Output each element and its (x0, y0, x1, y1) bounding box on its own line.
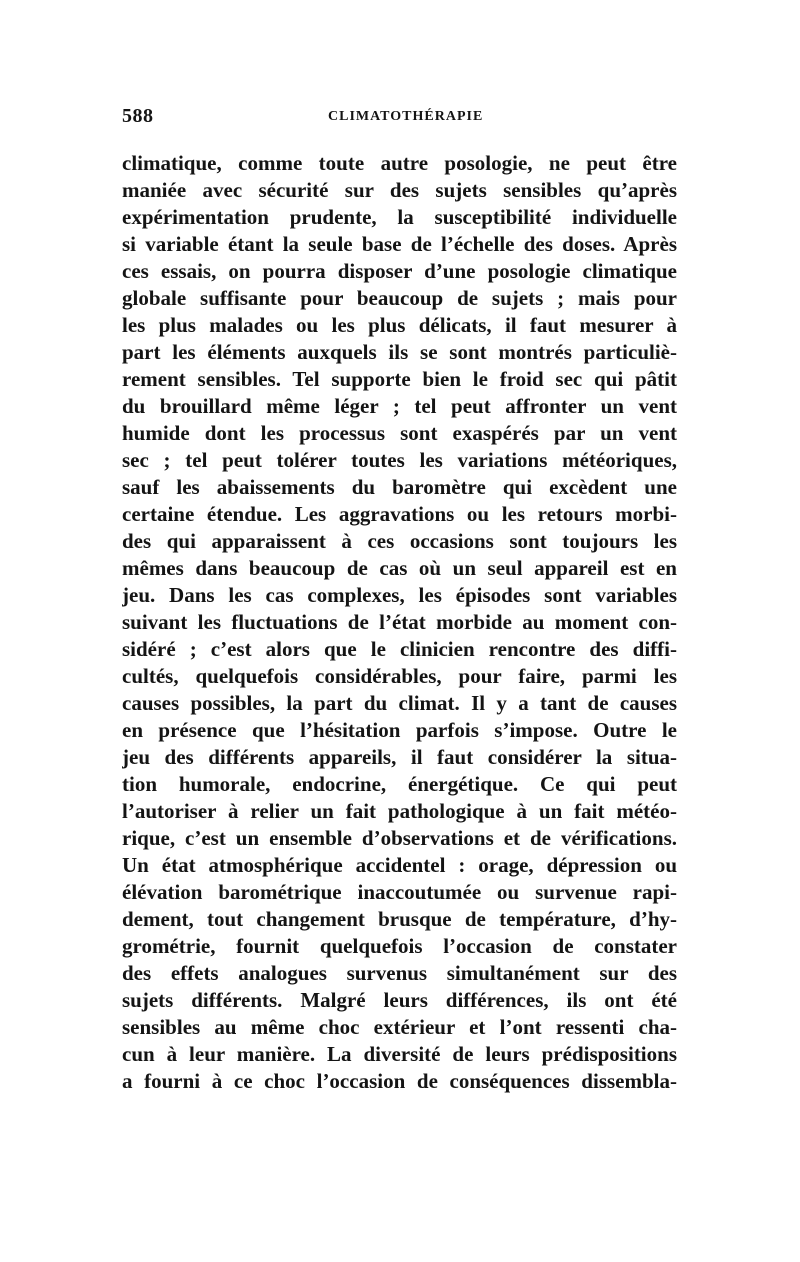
text-line: expérimentation prudente, la susceptibilité individuelle (122, 205, 677, 229)
text-line: si variable étant la seule base de l’échelle des doses. Après (122, 232, 677, 256)
text-line: des effets analogues survenus simultanément sur des (122, 961, 677, 985)
text-line: suivant les fluctuations de l’état morbide au moment con- (122, 610, 677, 634)
text-line: en présence que l’hésitation parfois s’impose. Outre le (122, 718, 677, 742)
text-line: sec ; tel peut tolérer toutes les variations météoriques, (122, 448, 677, 472)
text-line: élévation barométrique inaccoutumée ou survenue rapi- (122, 880, 677, 904)
text-line: dement, tout changement brusque de température, d’hy- (122, 907, 677, 931)
text-line: sauf les abaissements du baromètre qui excèdent une (122, 475, 677, 499)
text-line: causes possibles, la part du climat. Il y a tant de causes (122, 691, 677, 715)
running-title: CLIMATOTHÉRAPIE (328, 109, 484, 124)
text-line: part les éléments auxquels ils se sont montrés particuliè- (122, 340, 677, 364)
text-line: certaine étendue. Les aggravations ou les retours morbi- (122, 502, 677, 526)
text-line: Un état atmosphérique accidentel : orage, dépression ou (122, 853, 677, 877)
text-line: cultés, quelquefois considérables, pour faire, parmi les (122, 664, 677, 688)
text-line: maniée avec sécurité sur des sujets sensibles qu’après (122, 178, 677, 202)
text-line: a fourni à ce choc l’occasion de conséquences dissembla- (122, 1069, 677, 1093)
text-line: globale suffisante pour beaucoup de sujets ; mais pour (122, 286, 677, 310)
text-line: humide dont les processus sont exaspérés par un vent (122, 421, 677, 445)
text-line: rique, c’est un ensemble d’observations et de vérifications. (122, 826, 677, 850)
text-line: climatique, comme toute autre posologie, ne peut être (122, 151, 677, 175)
text-line: sidéré ; c’est alors que le clinicien rencontre des diffi- (122, 637, 677, 661)
text-line: ces essais, on pourra disposer d’une posologie climatique (122, 259, 677, 283)
text-line: sujets différents. Malgré leurs différences, ils ont été (122, 988, 677, 1012)
text-line: cun à leur manière. La diversité de leurs prédispositions (122, 1042, 677, 1066)
text-line: jeu des différents appareils, il faut considérer la situa- (122, 745, 677, 769)
text-line: tion humorale, endocrine, énergétique. Ce qui peut (122, 772, 677, 796)
page-number: 588 (122, 105, 154, 127)
text-line: mêmes dans beaucoup de cas où un seul appareil est en (122, 556, 677, 580)
text-line: rement sensibles. Tel supporte bien le froid sec qui pâtit (122, 367, 677, 391)
text-line: les plus malades ou les plus délicats, il faut mesurer à (122, 313, 677, 337)
text-line: des qui apparaissent à ces occasions sont toujours les (122, 529, 677, 553)
body-paragraph (122, 150, 677, 1095)
text-line: l’autoriser à relier un fait pathologique à un fait météo- (122, 799, 677, 823)
running-head (122, 105, 682, 135)
text-line: grométrie, fournit quelquefois l’occasion de constater (122, 934, 677, 958)
text-line: du brouillard même léger ; tel peut affronter un vent (122, 394, 677, 418)
text-line: jeu. Dans les cas complexes, les épisodes sont variables (122, 583, 677, 607)
text-line: sensibles au même choc extérieur et l’ont ressenti cha- (122, 1015, 677, 1039)
